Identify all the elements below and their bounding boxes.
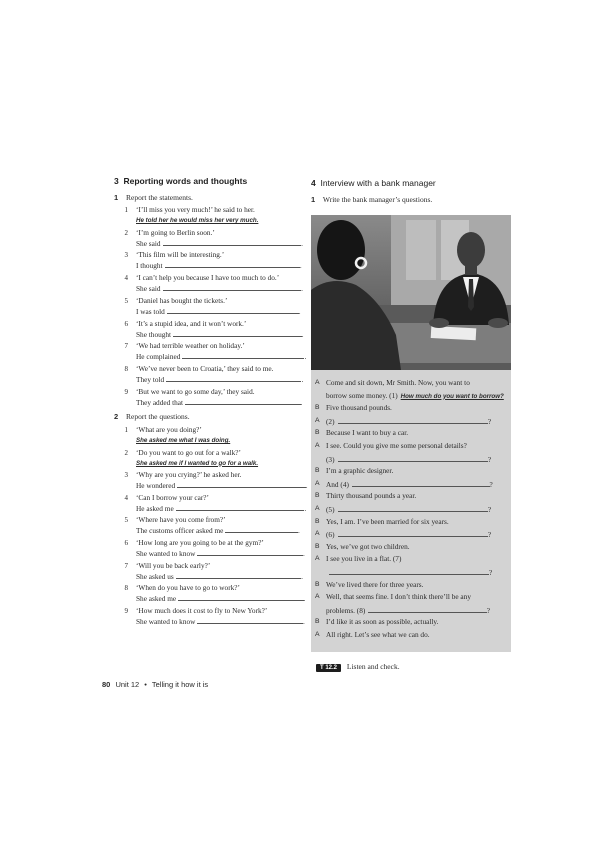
speaker-label: A [315, 416, 320, 424]
example-answer: He told her he would miss her very much. [136, 217, 259, 224]
dialogue-words: (3) [326, 454, 335, 464]
answer-prompt: He asked me [136, 503, 174, 513]
section-title-reporting [114, 176, 247, 186]
item-number: 2 [124, 448, 128, 457]
dialogue-text [326, 630, 507, 640]
answer-blank[interactable] [173, 329, 302, 337]
item-answer-row: She wanted to know . [136, 549, 305, 558]
dialogue-words: (6) [326, 530, 335, 540]
item-answer-row: She asked me . [136, 594, 306, 604]
dialogue-words: problems. (8) [326, 605, 366, 615]
item-text [136, 228, 303, 249]
answer-blank[interactable] [166, 374, 301, 382]
item-number: 3 [124, 471, 128, 480]
item-answer-row: The customs officer asked me . [136, 526, 300, 536]
speaker-label: B [315, 618, 320, 626]
answer-prompt: She asked me [136, 594, 177, 604]
item-answer-row [136, 458, 258, 469]
dialogue-text [326, 554, 507, 564]
item-quote: ‘I can’t help you because I have too much to do.’ [136, 273, 280, 283]
answer-blank[interactable] [182, 351, 304, 359]
item-answer-row: They added that . [136, 397, 303, 407]
dialogue-words: (2) [326, 416, 335, 426]
item-answer-row: She said . [136, 284, 303, 294]
speaker-label: B [315, 404, 320, 412]
answer-blank[interactable] [176, 571, 301, 579]
item-quote: ‘We’ve never been to Croatia,’ they said to me. [136, 363, 274, 373]
answer-prompt: She said [136, 238, 161, 248]
dialogue-text [326, 517, 507, 527]
item-text [136, 319, 304, 340]
answer-blank[interactable] [197, 616, 303, 624]
exercise-number: 1 [311, 195, 316, 204]
exercise-instruction: Report the questions. [126, 412, 190, 421]
item-number: 6 [124, 539, 128, 547]
item-text [136, 538, 305, 559]
answer-blank[interactable] [197, 548, 303, 556]
item-quote: ‘How much does it cost to fly to New York?’ [136, 605, 268, 615]
answer-prompt: She wanted to know [136, 549, 196, 558]
answer-blank[interactable] [163, 238, 302, 246]
example-answer: She asked me if I wanted to go for a walk. [136, 459, 259, 467]
item-quote: ‘When do you have to go to work?’ [136, 583, 240, 593]
dialogue-words: I see. Could you give me some personal details? [326, 441, 467, 450]
item-quote: ‘Can I borrow your car?’ [136, 492, 209, 502]
dialogue-words: Well, that seems fine. I don’t think there’ll be any [326, 592, 471, 602]
item-answer-row: He wondered . [136, 481, 308, 491]
item-answer-row: He asked me . [136, 503, 307, 513]
unit-title: Telling it how it is [151, 680, 209, 689]
unit-label: Unit 12 [115, 680, 140, 689]
item-number: 8 [124, 584, 128, 593]
item-quote: ‘Will you be back early?’ [136, 560, 211, 570]
item-text [136, 341, 306, 362]
item-number: 1 [124, 426, 128, 434]
dialogue-text [326, 454, 507, 465]
item-answer-row: They told . [136, 374, 304, 384]
item-quote: ‘Where have you come from?’ [136, 515, 226, 525]
answer-prompt: He complained [136, 352, 181, 362]
answer-prompt: She asked us [136, 571, 174, 581]
bank-manager-photo [311, 215, 511, 370]
item-number: 7 [124, 561, 128, 570]
page-number: 80 [102, 680, 111, 689]
item-text [136, 448, 258, 469]
speaker-label: B [315, 492, 320, 500]
item-text [136, 561, 303, 582]
item-text [136, 387, 302, 408]
dialogue-text [326, 479, 507, 490]
answer-prompt: They added that [136, 397, 184, 407]
answer-blank[interactable] [178, 593, 303, 601]
dialogue-words: All right. Let’s see what we can do. [326, 630, 430, 639]
audio-instruction [316, 662, 400, 671]
item-quote: ‘But we want to go some day,’ they said. [136, 386, 255, 396]
speaker-label: B [315, 429, 320, 437]
speaker-label: A [315, 530, 320, 538]
answer-prompt: They told [136, 374, 165, 384]
answer-prompt: She wanted to know [136, 616, 196, 626]
item-quote: ‘I’ll miss you very much!’ he said to her. [136, 205, 255, 214]
answer-blank[interactable] [352, 479, 490, 487]
item-number: 6 [124, 319, 128, 328]
dialogue-text [326, 491, 507, 501]
answer-prompt: He wondered [136, 481, 176, 491]
dialogue-text [326, 378, 507, 388]
speaker-label: A [315, 379, 320, 386]
page-footer [102, 680, 208, 689]
example-answer: How much do you want to borrow? [400, 392, 504, 400]
speaker-label: A [315, 555, 320, 563]
item-number: 9 [124, 387, 128, 396]
item-answer-row: I was told . [136, 306, 301, 316]
answer-blank[interactable] [176, 503, 305, 511]
exercise-1-heading [114, 193, 193, 202]
speaker-label: A [315, 479, 320, 487]
item-text [136, 273, 303, 294]
dialogue-words: borrow some money. (1) [326, 390, 398, 400]
item-number: 5 [124, 516, 128, 525]
section-number: 3 [114, 176, 119, 186]
item-quote: ‘Daniel has bought the tickets.’ [136, 295, 228, 305]
item-number: 5 [124, 296, 128, 305]
exercise-instruction: Write the bank manager’s questions. [322, 195, 433, 204]
item-answer-row [136, 435, 230, 446]
answer-prompt: I was told [136, 306, 165, 316]
item-number: 4 [124, 493, 128, 502]
item-answer-row [136, 215, 258, 226]
speaker-label: A [315, 442, 320, 449]
speaker-label: B [315, 467, 320, 475]
answer-blank[interactable] [167, 306, 299, 314]
dialogue-text [326, 542, 507, 552]
dialogue-words: Because I want to buy a car. [326, 428, 409, 438]
item-number: 8 [124, 364, 128, 373]
dialogue-words: We’ve lived there for three years. [326, 579, 424, 589]
example-answer: She asked me what I was doing. [136, 437, 231, 444]
answer-blank[interactable] [163, 283, 302, 291]
dialogue-text [326, 403, 507, 413]
dialogue-text [326, 466, 507, 476]
dialogue-words: And (4) [326, 479, 349, 489]
answer-blank[interactable] [329, 567, 489, 575]
speaker-label: A [315, 505, 320, 512]
speaker-label: B [315, 517, 320, 525]
exercise-instruction: Report the statements. [126, 193, 193, 202]
question-mark: ? [489, 479, 493, 489]
answer-blank[interactable] [338, 454, 488, 462]
item-text [136, 425, 230, 446]
dialogue-text [326, 416, 507, 427]
photo-illustration [311, 215, 511, 370]
answer-prompt: The customs officer asked me [136, 526, 224, 536]
section-number: 4 [311, 178, 316, 188]
dialogue-text [326, 580, 507, 590]
audio-track-badge: T 12.2 [316, 664, 341, 672]
item-quote: ‘Why are you crying?’ he asked her. [136, 470, 242, 480]
item-quote: ‘What are you doing?’ [136, 425, 202, 434]
exercise-2-heading [114, 412, 190, 421]
item-answer-row: He complained . [136, 352, 307, 362]
dialogue-text [326, 592, 507, 602]
item-number: 9 [124, 606, 128, 615]
dialogue-words: Thirty thousand pounds a year. [326, 491, 417, 501]
item-quote: ‘Do you want to go out for a walk?’ [136, 447, 241, 457]
item-quote: ‘We had terrible weather on holiday.’ [136, 341, 245, 351]
item-answer-row: She said . [136, 238, 303, 248]
dialogue-words: I’d like it as soon as possible, actually. [326, 617, 439, 627]
dialogue-words: Yes, I am. I’ve been married for six years. [326, 516, 449, 526]
footer-separator: • [144, 680, 147, 689]
dialogue-words: I’m a graphic designer. [326, 466, 394, 476]
item-text [136, 583, 305, 604]
dialogue-words: Come and sit down, Mr Smith. Now, you want to [326, 378, 470, 387]
item-answer-row: I thought . [136, 261, 302, 271]
item-answer-row: She asked us . [136, 571, 303, 581]
dialogue-words: I see you live in a flat. (7) [326, 554, 402, 564]
answer-blank[interactable] [225, 525, 298, 533]
question-mark: ? [487, 530, 492, 540]
item-number: 3 [124, 251, 128, 260]
item-quote: ‘I’m going to Berlin soon.’ [136, 227, 215, 237]
item-quote: ‘This film will be interesting.’ [136, 250, 225, 260]
item-quote: ‘How long are you going to be at the gym?’ [136, 538, 264, 547]
speaker-label: A [315, 593, 320, 601]
answer-prompt: I thought [136, 261, 163, 271]
exercise-number: 2 [114, 412, 119, 421]
item-number: 7 [124, 342, 128, 351]
question-mark: ? [487, 454, 492, 464]
answer-blank[interactable] [177, 480, 306, 488]
item-text [136, 515, 300, 536]
item-number: 4 [124, 274, 128, 283]
audio-instruction-text: Listen and check. [346, 662, 400, 671]
item-number: 1 [124, 206, 128, 214]
dialogue-text [326, 504, 507, 515]
question-mark: ? [487, 416, 492, 426]
exercise-1-heading-right [311, 195, 432, 204]
dialogue-text [326, 605, 507, 616]
speaker-label: B [315, 542, 320, 550]
speaker-label: B [315, 580, 320, 588]
answer-blank[interactable] [368, 605, 486, 613]
section-heading: Reporting words and thoughts [123, 176, 248, 186]
dialogue-panel [311, 215, 511, 652]
question-mark: ? [489, 568, 493, 577]
item-text [136, 296, 301, 317]
section-title-interview [311, 178, 436, 188]
answer-prompt: She said [136, 284, 161, 294]
answer-blank[interactable] [338, 416, 488, 424]
dialogue-text [326, 391, 507, 402]
answer-prompt: She thought [136, 329, 172, 339]
dialogue-words: Five thousand pounds. [326, 403, 392, 413]
section-heading: Interview with a bank manager [320, 178, 436, 188]
item-text [136, 205, 258, 226]
dialogue-words: Yes, we’ve got two children. [326, 541, 410, 551]
item-text [136, 364, 303, 385]
dialogue-text [326, 529, 507, 540]
speaker-label: A [315, 631, 320, 638]
dialogue-text [326, 617, 507, 627]
item-number: 2 [124, 228, 128, 237]
item-quote: ‘It’s a stupid idea, and it won’t work.’ [136, 318, 247, 328]
answer-blank[interactable] [338, 529, 488, 537]
question-mark: ? [487, 505, 492, 514]
item-answer-row: She thought . [136, 329, 304, 339]
question-mark: ? [486, 605, 490, 615]
dialogue-text [326, 567, 507, 578]
answer-blank[interactable] [185, 397, 301, 405]
dialogue-text [326, 428, 507, 438]
dialogue-words: (5) [326, 505, 335, 514]
item-text [136, 606, 305, 627]
dialogue-text [326, 441, 507, 451]
exercise-number: 1 [114, 193, 119, 202]
answer-blank[interactable] [165, 260, 300, 268]
item-text [136, 493, 306, 514]
item-text [136, 250, 302, 271]
item-text [136, 470, 308, 491]
item-answer-row: She wanted to know . [136, 616, 305, 626]
answer-blank[interactable] [338, 504, 488, 512]
